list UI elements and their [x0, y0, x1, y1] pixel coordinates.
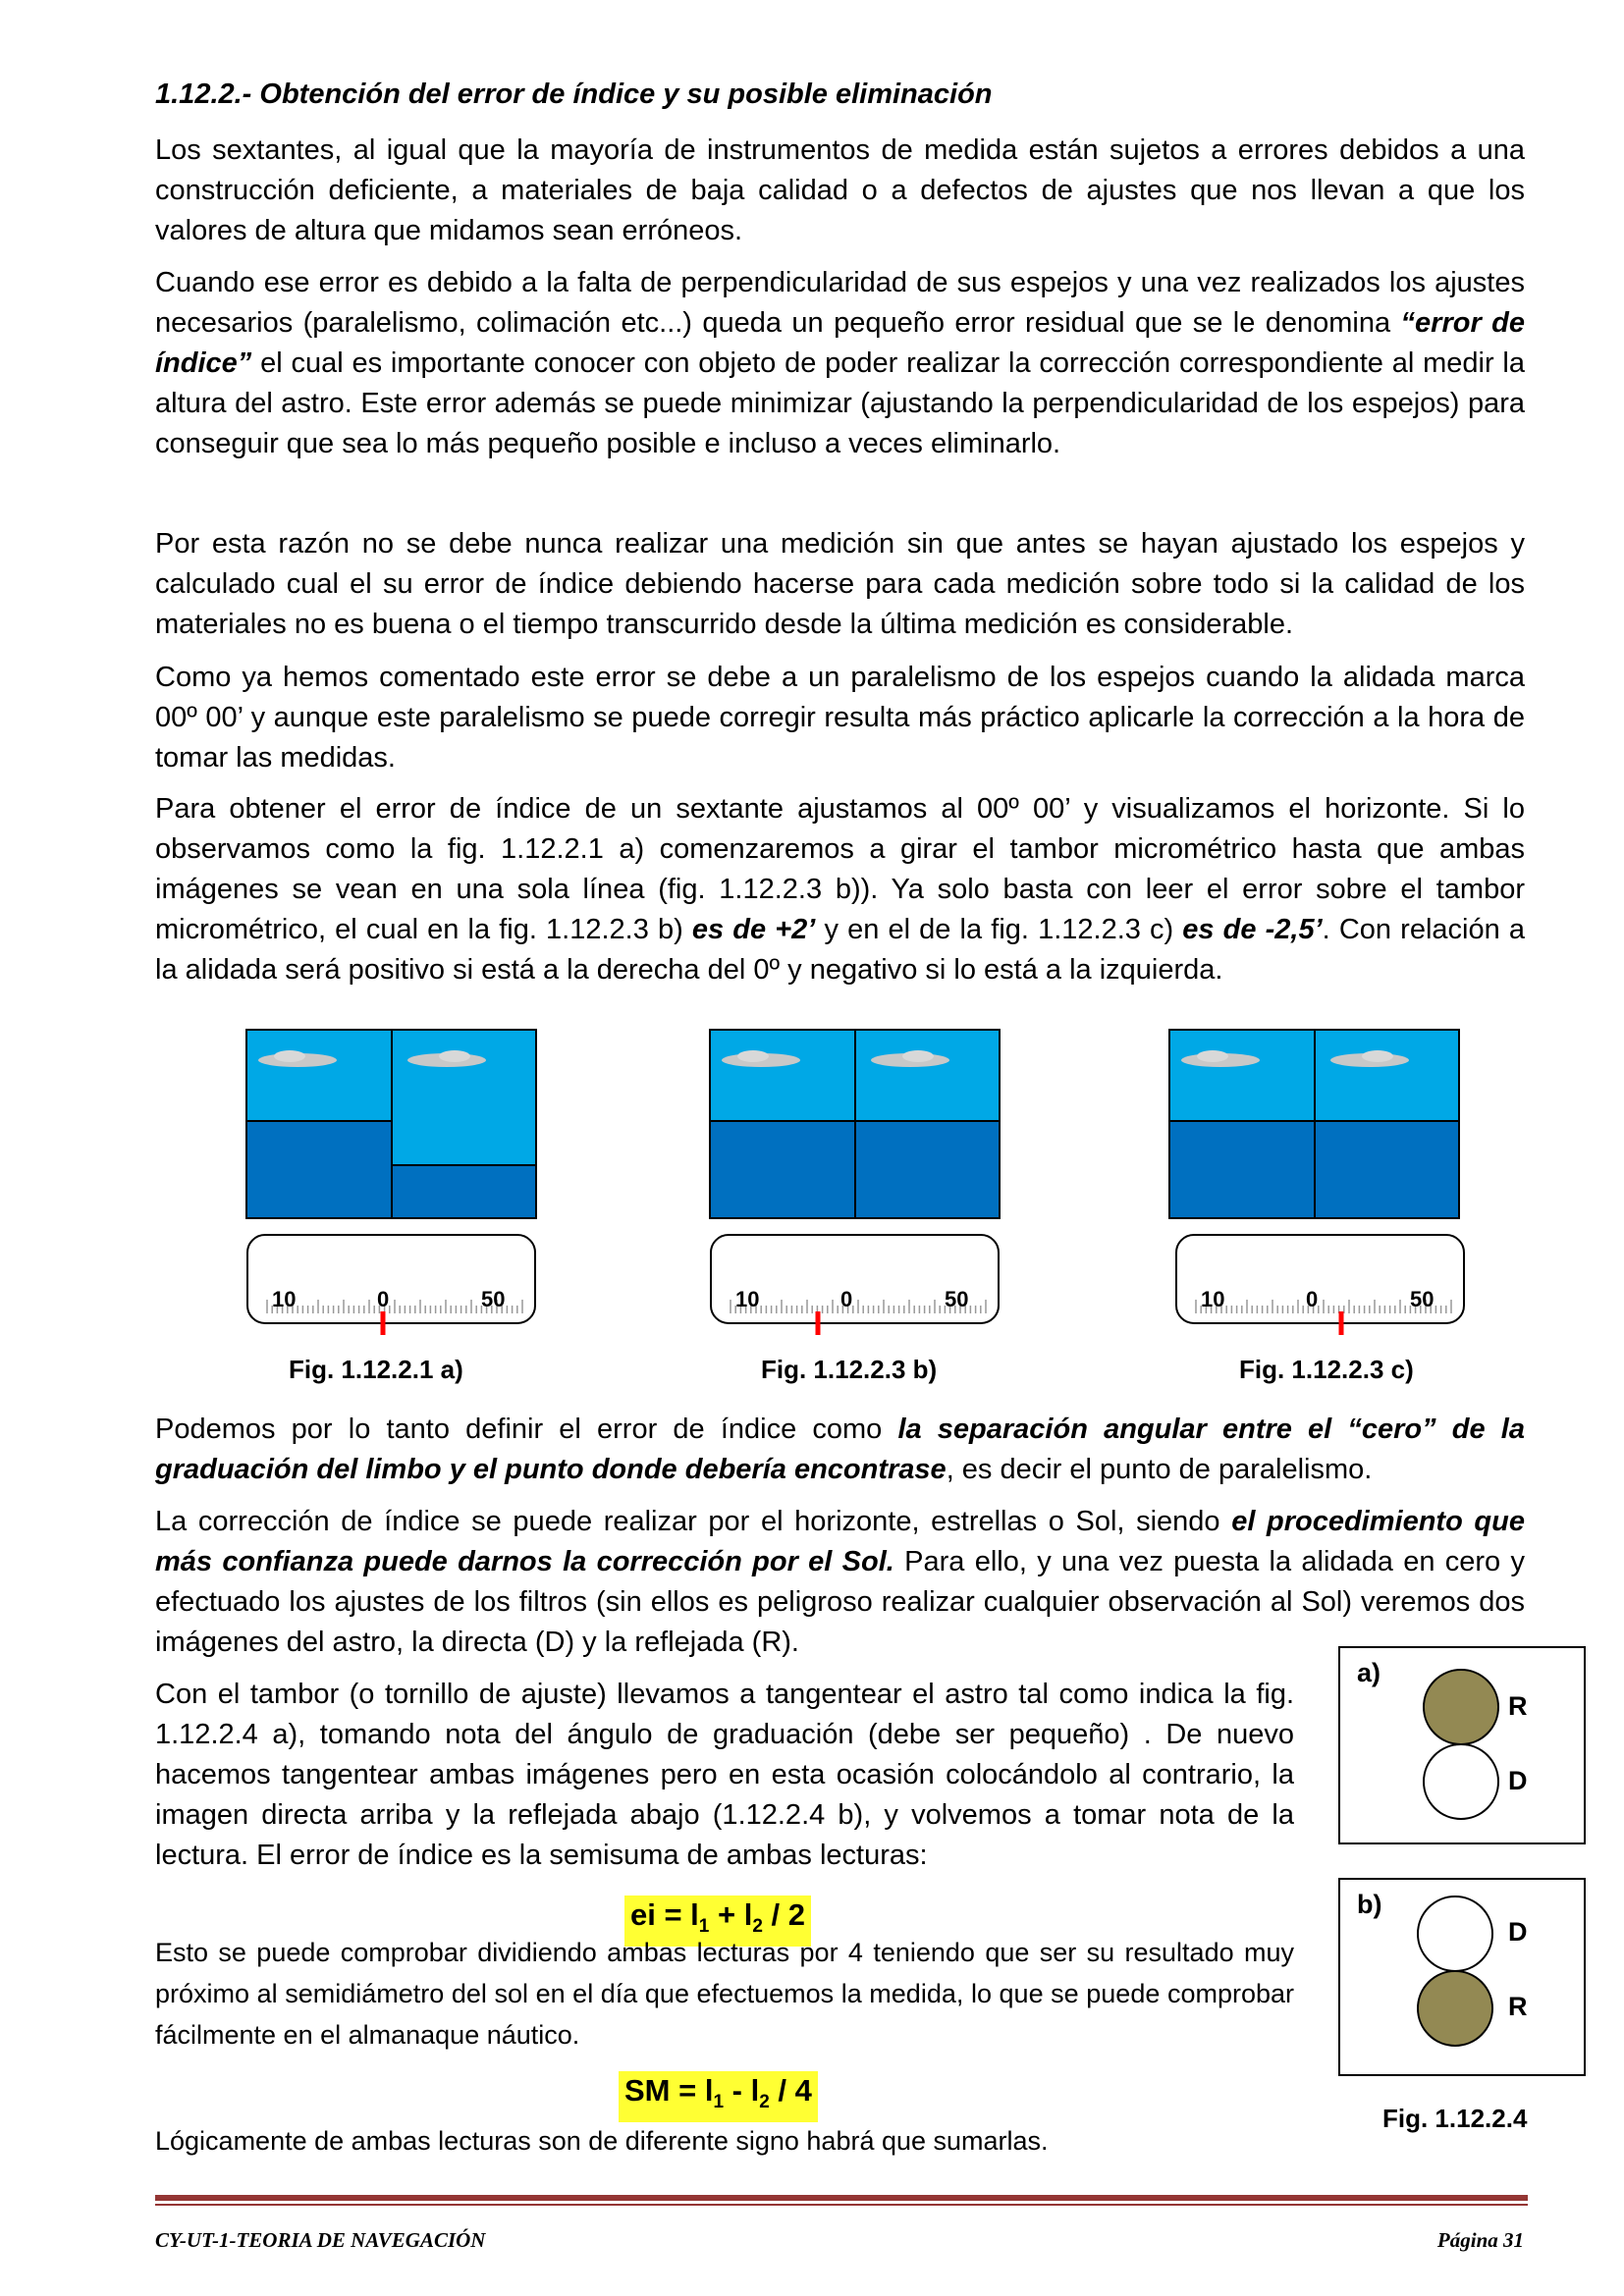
sun-figure-a-label: a) [1357, 1658, 1381, 1687]
sun-b-bottom-label: R [1508, 1992, 1528, 2021]
footer-page-number: Página 31 [1436, 2228, 1524, 2252]
footer-rule [155, 2195, 1528, 2209]
sun-figure-a [1338, 1646, 1586, 1844]
scale-label-left: 10 [735, 1287, 760, 1311]
paragraph-5: Para obtener el error de índice de un sextante ajustamos al 00º 00’ y visualizamos el horizonte. Si lo observamos como la fig. 1.12.2.1 a) comenzaremos a girar el tambor micrométrico hasta que ambas imágenes se vean en una sola línea (fig. 1.12.2.3 b)). Ya solo basta con leer el error sobre el tambor micrométrico, el cual en la fig. 1.12.2.3 b) es de +2’ y en el de la fig. 1.12.2.3 c) es de -2,5’. Con relación a la alidada será positivo si está a la derecha del 0º y negativo si lo está a la izquierda. [155, 793, 1525, 986]
paragraph-1: Los sextantes, al igual que la mayoría de instrumentos de medida están sujetos a errores debidos a una construcción deficiente, a materiales de baja calidad o a defectos de ajustes que nos llevan a que los valores de altura que midamos sean erróneos. [155, 134, 1525, 246]
sun-figure-b [1338, 1878, 1586, 2076]
figure-caption-b: Fig. 1.12.2.3 b) [761, 1355, 938, 1384]
scale-label-zero: 0 [840, 1287, 853, 1311]
term-error-indice: “error de índice” [155, 307, 1525, 379]
scale-label-zero: 0 [377, 1287, 390, 1311]
scale-label-right: 50 [1410, 1287, 1435, 1311]
paragraph-7: La corrección de índice se puede realizar por el horizonte, estrellas o Sol, siendo el procedimiento que más confianza puede darnos la corrección por el Sol. Para ello, y una vez puesta la alidada en cero y efectuado los ajustes de los filtros (sin ellos es peligroso realizar cualquier observación al Sol) veremos dos imágenes del astro, la directa (D) y la reflejada (R). [155, 1506, 1525, 1658]
sun-figure-caption: Fig. 1.12.2.4 [1382, 2104, 1528, 2133]
scale-label-right: 50 [945, 1287, 969, 1311]
direct-sun-icon [1424, 1744, 1498, 1819]
scale-label-zero: 0 [1306, 1287, 1319, 1311]
sun-a-top-label: R [1508, 1691, 1528, 1721]
scale-label-left: 10 [272, 1287, 297, 1311]
figure-caption-c: Fig. 1.12.2.3 c) [1239, 1355, 1414, 1384]
figure-horizon-b [709, 1029, 1003, 1225]
paragraph-2: Cuando ese error es debido a la falta de perpendicularidad de sus espejos y una vez realizados los ajustes necesarios (paralelismo, colimación etc...) queda un pequeño error residual que se le denomina “error de índice” el cual es importante conocer con objeto de poder realizar la corrección correspondiente al medir la altura del astro. Este error además se puede minimizar (ajustando la perpendicularidad de los espejos) para conseguir que sea lo más pequeño posible e incluso a veces eliminarlo. [155, 267, 1525, 459]
paragraph-10: Lógicamente de ambas lecturas son de diferente signo habrá que sumarlas. [155, 2126, 1049, 2156]
reflected-sun-icon [1424, 1670, 1498, 1744]
section-heading: 1.12.2.- Obtención del error de índice y su posible eliminación [155, 79, 993, 110]
scale-label-right: 50 [481, 1287, 506, 1311]
paragraph-6: Podemos por lo tanto definir el error de índice como la separación angular entre el “cero” de la graduación del limbo y el punto donde debería encontrase, es decir el punto de paralelismo. [155, 1414, 1525, 1485]
sun-a-bottom-label: D [1508, 1766, 1528, 1795]
formula-error-indice: ei = $l_1 + l_2 / 2$ [624, 1896, 811, 1947]
paragraph-4: Como ya hemos comentado este error se debe a un paralelismo de los espejos cuando la alidada marca 00º 00’ y aunque este paralelismo se puede corregir resulta más práctico aplicarle la corrección a la hora de tomar las medidas. [155, 662, 1525, 774]
formula-semidiametro: SM = $l_1 - l_2 / 4$ [619, 2071, 818, 2122]
paragraph-9: Esto se puede comprobar dividiendo ambas lecturas por 4 teniendo que ser su resultado muy próximo al semidiámetro del sol en el día que efectuemos la medida, lo que se puede comprobar fácilmente en el almanaque náutico. [155, 1938, 1294, 2050]
figure-horizon-c [1168, 1029, 1463, 1225]
paragraph-8: Con el tambor (o tornillo de ajuste) llevamos a tangentear el astro tal como indica la fig. 1.12.2.4 a), tomando nota del ángulo de graduación (debe ser pequeño) . De nuevo hacemos tangentear ambas imágenes pero en esta ocasión colocándolo al contrario, la imagen directa arriba y la reflejada abajo (1.12.2.4 b), y volvemos a tomar nota de la lectura. El error de índice es la semisuma de ambas lecturas: [155, 1679, 1294, 1871]
paragraph-3: Por esta razón no se debe nunca realizar una medición sin que antes se hayan ajustado los espejos y calculado cual el su error de índice debiendo hacerse para cada medición sobre todo si la calidad de los materiales no es buena o el tiempo transcurrido desde la última medición es considerable. [155, 528, 1525, 640]
direct-sun-icon [1418, 1896, 1492, 1971]
scale-label-left: 10 [1201, 1287, 1225, 1311]
reflected-sun-icon [1418, 1971, 1492, 2046]
sun-figure-b-label: b) [1357, 1890, 1382, 1919]
figure-caption-a: Fig. 1.12.2.1 a) [289, 1355, 463, 1384]
footer-document-title: CY-UT-1-TEORIA DE NAVEGACIÓN [155, 2228, 486, 2252]
sun-b-top-label: D [1508, 1917, 1528, 1947]
